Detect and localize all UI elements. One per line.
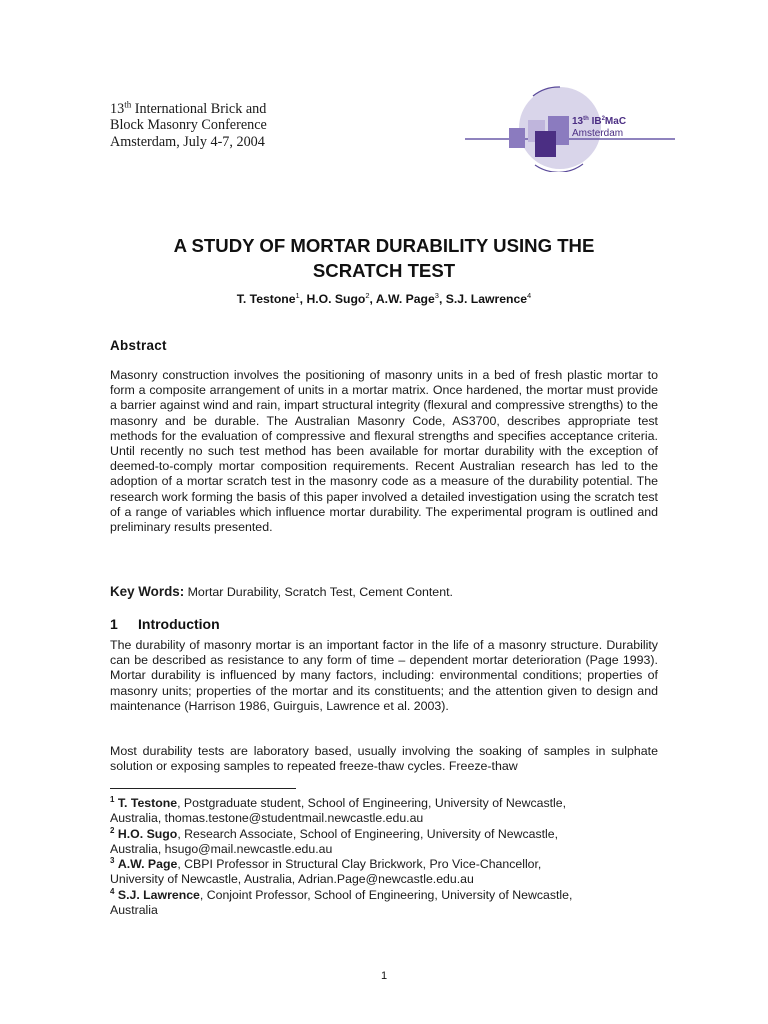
title-line-2: SCRATCH TEST [312,259,456,281]
section-number: 1 [110,616,118,632]
conference-info [110,101,267,150]
keywords [110,584,453,599]
footnote: $^4$ S.J. Lawrence, Conjoint Professor, School of Engineering, University of Newcastle, Australia [110,886,573,918]
keywords-label: Key Words: [110,584,185,599]
section-title: Introduction [138,616,220,632]
title-line-1: A STUDY OF MORTAR DURABILITY USING THE [173,235,595,256]
author: S.J. Lawrence [445,292,528,306]
footnote: $^2$ H.O. Sugo, Research Associate, School of Engineering, University of Newcastle, Australia, hsugo@mail.newcastle.edu.au [110,825,559,856]
abstract-text: Masonry construction involves the positioning of masonry units in a bed of fresh plastic mortar to form a composite arrangement of units in a mortar matrix. Once hardened, the mortar must provide a barrier against wind and rain, impart structural integrity (flexural and compressive strengths) to the masonry and be durable. The Australian Masonry Code, AS3700, describes appropriate test methods for the evaluation of compressive and flexural strengths and specifies acceptance criteria. Until recently no such test method has been available for mortar durability with the exception of deemed-to-comply mortar composition requirements. Recent Australian research has led to the adoption of a mortar scratch test in the masonry code as a measure of the durability potential. The research work forming the basis of this paper involved a detailed investigation using the scratch test of a range of variables which influence mortar durability. The experimental program is outlined and preliminary results presented. [110,368,658,535]
page-number: 1 [380,970,388,982]
keywords-text: Mortar Durability, Scratch Test, Cement Content. [184,585,453,599]
author: H.O. Sugo [306,292,366,306]
author: T. Testone [236,292,296,306]
footnote: $^1$ T. Testone, Postgraduate student, School of Engineering, University of Newcastle, Australia, thomas.testone@studentmail.newcastle.edu.au [110,794,567,826]
author-list: T. Testone$^1$, H.O. Sugo$^2$, A.W. Page$^3$, S.J. Lawrence$^4$ [236,290,532,306]
abstract-heading: Abstract [110,338,167,353]
author: A.W. Page [375,292,435,306]
conference-logo [463,86,675,172]
footnotes [110,796,658,918]
intro-paragraph-1: The durability of masonry mortar is an important factor in the life of a masonry structure. Durability can be described as resistance to any form of time – dependent mortar deterioration (Page 1993). Mortar durability is influenced by many factors, including: environmental conditions; properties of masonry units; properties of the mortar and its constituents; and the attention given to design and maintenance (Harrison 1986, Guirguis, Lawrence et al. 2003). [110,638,658,713]
conference-line-3: Amsterdam, July 4-7, 2004 [110,133,265,150]
svg-text:13th IB2MaC: 13th $IB^2MaC$ [572,116,627,127]
paper-title [110,234,658,283]
footnote-separator [110,788,296,789]
intro-paragraph-2: Most durability tests are laboratory based, usually involving the soaking of samples in sulphate solution or exposing samples to repeated freeze-thaw cycles. Freeze-thaw [110,744,658,774]
conference-line-2: Block Masonry Conference [110,117,267,134]
section-heading-introduction [110,616,220,632]
svg-text:Amsterdam: Amsterdam [572,128,624,139]
conference-line-1: 13th International Brick and [110,99,267,117]
footnote: $^3$ A.W. Page, CBPI Professor in Structural Clay Brickwork, Pro Vice-Chancellor, University of Newcastle, Australia, Adrian.Page@newcastle.edu.au [110,856,542,887]
ib2mac-logo-icon [463,86,675,172]
